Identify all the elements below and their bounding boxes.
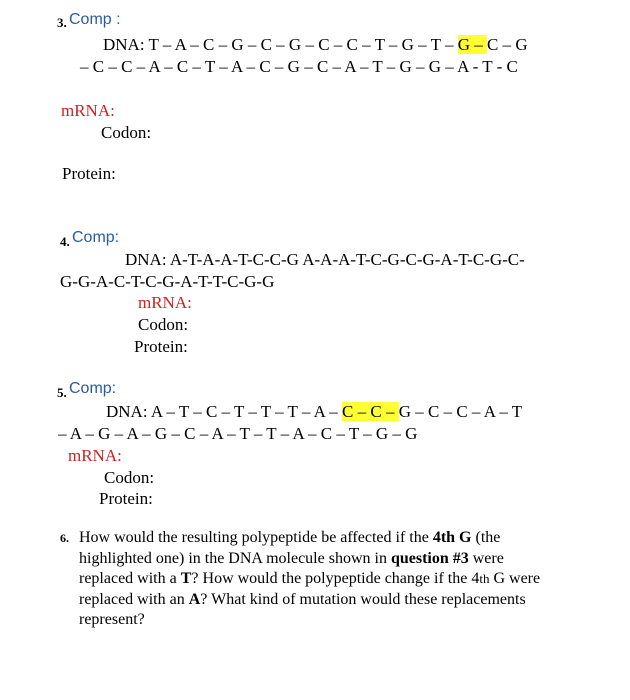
q6-question-text	[79, 528, 549, 631]
q6-text-4: ? How would the polypeptide change if the 4	[191, 570, 480, 587]
q4-protein-label: Protein:	[134, 337, 188, 356]
q4-dna-line1: DNA: A-T-A-A-T-C-C-G A-A-A-T-C-G-C-G-A-T-C-G-C-	[125, 250, 525, 269]
q3-protein-label: Protein:	[62, 164, 116, 183]
q5-protein-label: Protein:	[99, 489, 153, 508]
q5-dna-line2: – A – G – A – G – C – A – T – T – A – C – T – G – G	[58, 424, 418, 443]
q3-number: 3.	[57, 15, 67, 30]
q4-mrna-label: mRNA:	[138, 293, 192, 312]
q3-dna-line2: – C – C – A – C – T – A – C – G – C – A – T – G – G – A - T - C	[80, 57, 518, 76]
q5-codon-label: Codon:	[104, 468, 155, 487]
q4-codon-label: Codon:	[138, 315, 189, 334]
q5-comp-heading: Comp:	[69, 380, 117, 397]
q3-codon-label: Codon:	[101, 123, 152, 142]
q6-bold-a: A	[188, 590, 201, 608]
q6-text-6: ? What kind of mutation would these replacements represent?	[79, 590, 526, 628]
q4-number: 4.	[60, 234, 70, 249]
q3-comp-heading: Comp :	[69, 11, 121, 28]
q5-dna-line1-post: G – C – C – A – T	[398, 402, 523, 421]
q5-number: 5.	[57, 385, 67, 400]
q5-dna-line1	[106, 402, 522, 422]
q5-mrna-label: mRNA:	[68, 446, 122, 465]
q6-text-3: were replaced with a	[79, 549, 504, 587]
q4-comp-heading: Comp:	[72, 229, 120, 246]
q6-number: 6.	[60, 531, 69, 545]
q3-dna-line1-post: C – G	[486, 35, 528, 54]
q6-text-5: G were replaced with an	[79, 570, 541, 608]
q6-bold-t: T	[180, 570, 192, 587]
q6-bold-question-ref: question #3	[390, 549, 469, 567]
q6-th-suffix: th	[479, 571, 490, 586]
q4-dna-line2: G-G-A-C-T-C-G-A-T-T-C-G-G	[60, 272, 275, 291]
q3-highlighted-base: G –	[457, 35, 487, 54]
q3-mrna-label: mRNA:	[61, 101, 115, 120]
q6-bold-4th-g: 4th G	[432, 529, 472, 546]
q3-dna-line1	[103, 35, 528, 55]
q6-text-1: How would the resulting polypeptide be affected if the	[79, 529, 433, 546]
q3-dna-line1-pre: DNA: T – A – C – G – C – G – C – C – T – G – T –	[103, 35, 458, 54]
q6-text-2: (the highlighted one) in the DNA molecule shown in	[79, 529, 501, 567]
q5-dna-line1-pre: DNA: A – T – C – T – T – T – A –	[106, 402, 343, 421]
q5-highlighted-bases: C – C –	[342, 402, 399, 421]
